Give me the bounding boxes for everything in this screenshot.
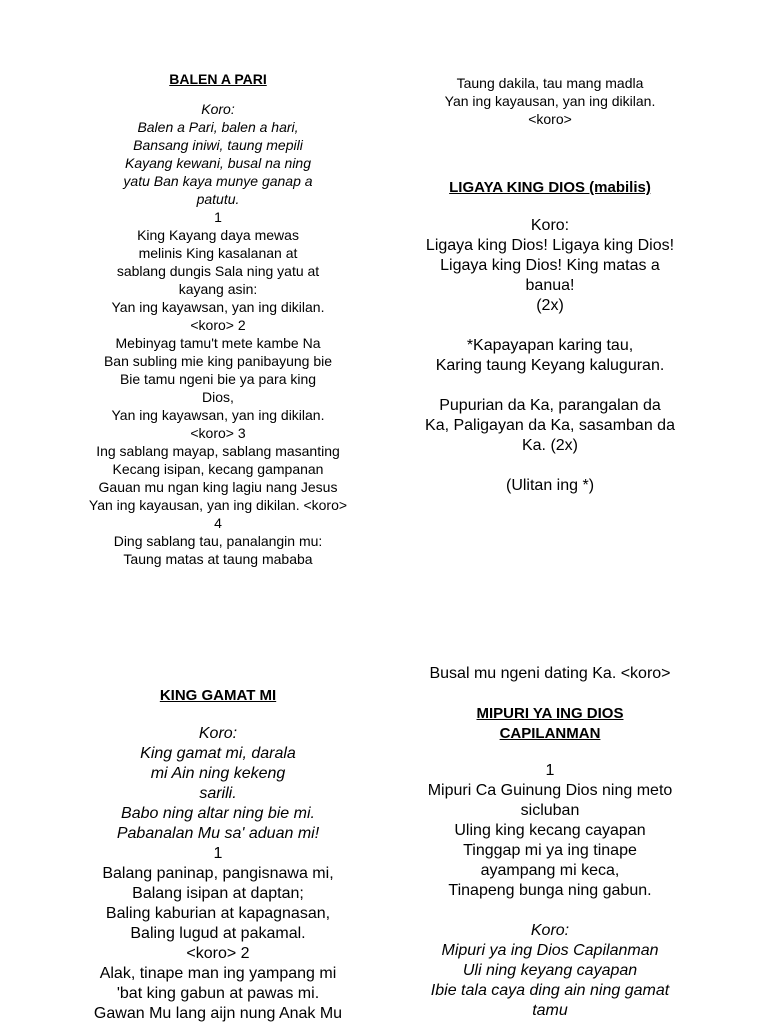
lyric-line: sarili. bbox=[199, 784, 237, 802]
lyric-line: Mipuri ya ing Dios Capilanman bbox=[441, 942, 659, 959]
lyric-line: Yan ing kayausan, yan ing dikilan. <koro> bbox=[88, 497, 348, 513]
lyric-line: Yan ing kayausan, yan ing dikilan. bbox=[444, 93, 656, 109]
song-title: CAPILANMAN bbox=[499, 724, 601, 742]
lyric-line: Kayang kewani, busal na ning bbox=[124, 155, 312, 171]
lyric-line: Ligaya king Dios! King matas a bbox=[440, 256, 660, 274]
lyric-line: Koro: bbox=[201, 101, 235, 117]
song-title: LIGAYA KING DIOS (mabilis) bbox=[449, 179, 651, 196]
lyric-line: kayang asin: bbox=[178, 281, 258, 297]
lyric-line: (2x) bbox=[536, 296, 564, 314]
lyric-line: banua! bbox=[525, 276, 575, 294]
lyric-line: Koro: bbox=[530, 216, 570, 234]
lyric-line: Tinapeng bunga ning gabun. bbox=[448, 882, 652, 899]
lyric-line: Pupurian da Ka, parangalan da bbox=[439, 396, 661, 414]
lyric-line: Bansang iniwi, taung mepili bbox=[133, 137, 303, 153]
lyric-line: *Kapayapan karing tau, bbox=[466, 336, 634, 354]
lyric-line: 1 bbox=[545, 762, 555, 779]
lyric-line: Bie tamu ngeni bie ya para king bbox=[119, 371, 317, 387]
lyric-line: <koro> 2 bbox=[186, 944, 250, 962]
lyric-line: Balang paninap, pangisnawa mi, bbox=[102, 864, 334, 882]
song-king-gamat-mi bbox=[60, 686, 376, 1024]
lyric-line: tamu bbox=[532, 1002, 568, 1019]
lyric-line: 1 bbox=[213, 844, 223, 862]
lyric-line: Dios, bbox=[202, 389, 234, 405]
lyric-line: Baling lugud at pakamal. bbox=[130, 924, 306, 942]
song-title: BALEN A PARI bbox=[169, 71, 267, 87]
lyric-line: King Kayang daya mewas bbox=[137, 227, 299, 243]
lyric-line: Ban subling mie king panibayung bie bbox=[103, 353, 333, 369]
lyric-line: yatu Ban kaya munye ganap a bbox=[123, 173, 313, 189]
lyric-line: Taung matas at taung mababa bbox=[123, 551, 313, 567]
lyric-line: Ka. (2x) bbox=[521, 436, 578, 454]
lyric-line: 4 bbox=[214, 515, 222, 531]
lyric-line: patutu. bbox=[196, 191, 240, 207]
song-title: KING GAMAT MI bbox=[159, 687, 277, 704]
lyric-line: melinis King kasalanan at bbox=[138, 245, 298, 261]
lyric-line: Uling king kecang cayapan bbox=[454, 822, 646, 839]
lyric-line: Mipuri Ca Guinung Dios ning meto bbox=[427, 782, 673, 799]
lyric-line: Balen a Pari, balen a hari, bbox=[137, 119, 299, 135]
lyric-line: Babo ning altar ning bie mi. bbox=[121, 804, 315, 822]
song-ligaya-king-dios bbox=[400, 74, 700, 496]
lyric-line: <koro> bbox=[528, 111, 572, 127]
lyric-line: sicluban bbox=[520, 802, 580, 819]
lyric-line: Kecang isipan, kecang gampanan bbox=[112, 461, 324, 477]
lyric-line: Ligaya king Dios! Ligaya king Dios! bbox=[425, 236, 675, 254]
lyric-line: Ing sablang mayap, sablang masanting bbox=[96, 443, 340, 459]
lyric-line: sablang dungis Sala ning yatu at bbox=[116, 263, 320, 279]
lyric-line: Yan ing kayawsan, yan ing dikilan. bbox=[111, 299, 325, 315]
lyric-line: Ka, Paligayan da Ka, sasamban da bbox=[425, 416, 675, 434]
lyric-line: Koro: bbox=[198, 724, 238, 742]
lyric-line: Pabanalan Mu sa' aduan mi! bbox=[116, 824, 320, 842]
lyric-line: Gauan mu ngan king lagiu nang Jesus bbox=[98, 479, 338, 495]
lyric-line: Karing taung Keyang kaluguran. bbox=[435, 356, 665, 374]
lyric-line: Tinggap mi ya ing tinape bbox=[463, 842, 637, 859]
song-mipuri-ya-ing-dios bbox=[400, 664, 700, 1021]
lyric-line: Gawan Mu lang aijn nung Anak Mu bbox=[93, 1004, 343, 1022]
lyric-line: Balang isipan at daptan; bbox=[132, 884, 304, 902]
lyric-line: Alak, tinape man ing yampang mi bbox=[99, 964, 337, 982]
lyric-line: mi Ain ning kekeng bbox=[150, 764, 286, 782]
lyric-line: 'bat king gabun at pawas mi. bbox=[116, 984, 320, 1002]
lyric-line: Busal mu ngeni dating Ka. <koro> bbox=[429, 665, 671, 682]
lyric-line: Taung dakila, tau mang madla bbox=[456, 75, 644, 91]
lyric-line: Ding sablang tau, panalangin mu: bbox=[113, 533, 323, 549]
lyric-line: Ibie tala caya ding ain ning gamat bbox=[430, 982, 670, 999]
song-balen-a-pari bbox=[70, 70, 366, 568]
balen-continuation bbox=[400, 74, 700, 128]
lyric-line: <koro> 2 bbox=[190, 317, 246, 333]
lyric-line: Uli ning keyang cayapan bbox=[462, 962, 638, 979]
lyric-line: ayampang mi keca, bbox=[480, 862, 620, 879]
song-title: MIPURI YA ING DIOS bbox=[476, 705, 624, 722]
lyric-line: Baling kaburian at kapagnasan, bbox=[105, 904, 331, 922]
lyric-line: <koro> 3 bbox=[190, 425, 246, 441]
lyric-line: King gamat mi, darala bbox=[140, 744, 296, 762]
lyric-line: Yan ing kayawsan, yan ing dikilan. bbox=[111, 407, 325, 423]
lyric-line: (Ulitan ing *) bbox=[505, 476, 595, 494]
lyric-line: Koro: bbox=[530, 922, 570, 939]
lyric-line: Mebinyag tamu't mete kambe Na bbox=[115, 335, 321, 351]
lyric-line: 1 bbox=[214, 209, 222, 225]
